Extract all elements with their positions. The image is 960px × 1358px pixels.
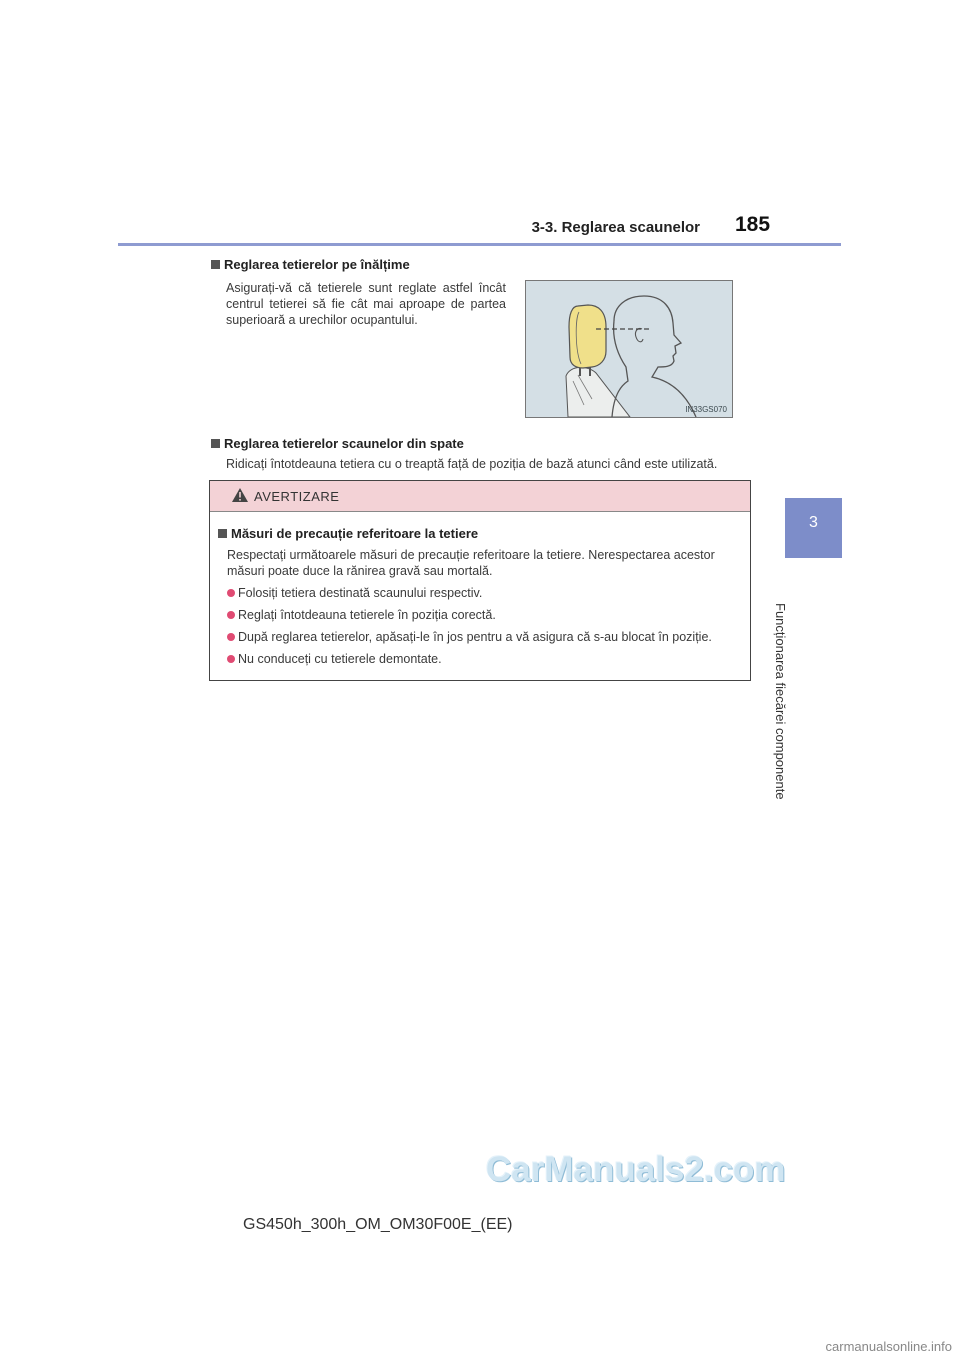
square-bullet-icon [211,260,220,269]
headrest-illustration [525,280,733,418]
figure-code: IN33GS070 [685,405,727,414]
square-bullet-icon [218,529,227,538]
chapter-number: 3 [809,514,818,531]
section-text-rear: Ridicați întotdeauna tetiera cu o treaptă față de poziția de bază atunci când este utilizată. [226,457,718,471]
square-bullet-icon [211,439,220,448]
warning-box [209,480,751,681]
bullet-dot-icon [227,589,235,597]
section-title: 3-3. Reglarea scaunelor [531,219,700,236]
warning-triangle-icon [231,487,249,503]
document-code: GS450h_300h_OM_OM30F00E_(EE) [243,1216,513,1233]
list-item: Reglați întotdeauna tetierele în poziția corectă. [227,607,747,623]
chapter-side-label [773,603,800,800]
warning-heading: Măsuri de precauție referitoare la tetiere [218,526,478,541]
warning-bullet-list [227,585,747,673]
watermark-logo: CarManuals2.com [486,1150,786,1189]
list-item: Nu conduceți cu tetierele demontate. [227,651,747,667]
list-item: Folosiți tetiera destinată scaunului respectiv. [227,585,747,601]
chapter-tab[interactable] [785,498,842,558]
bullet-dot-icon [227,611,235,619]
header-divider [118,243,841,246]
bullet-dot-icon [227,655,235,663]
section-heading-rear: Reglarea tetierelor scaunelor din spate [211,436,464,451]
list-item: După reglarea tetierelor, apăsați-le în jos pentru a vă asigura că s-au blocat în poziție. [227,629,747,645]
section-heading-height: Reglarea tetierelor pe înălțime [211,257,410,272]
watermark-site: carmanualsonline.info [825,1339,952,1354]
section-text-height: Asigurați-vă că tetierele sunt reglate astfel încât centrul tetierei să fie cât mai aproape de partea superioară a urechilor ocupantului. [226,281,506,327]
warning-text: Respectați următoarele măsuri de precauție referitoare la tetiere. Nerespectarea acestor măsuri poate duce la rănirea gravă sau mortală. [227,548,715,578]
bullet-dot-icon [227,633,235,641]
chapter-title: Funcționarea fiecărei componente [773,603,788,800]
warning-title: AVERTIZARE [254,489,340,504]
page-number: 185 [735,213,771,236]
warning-header [210,481,750,512]
headrest-diagram [526,281,732,417]
